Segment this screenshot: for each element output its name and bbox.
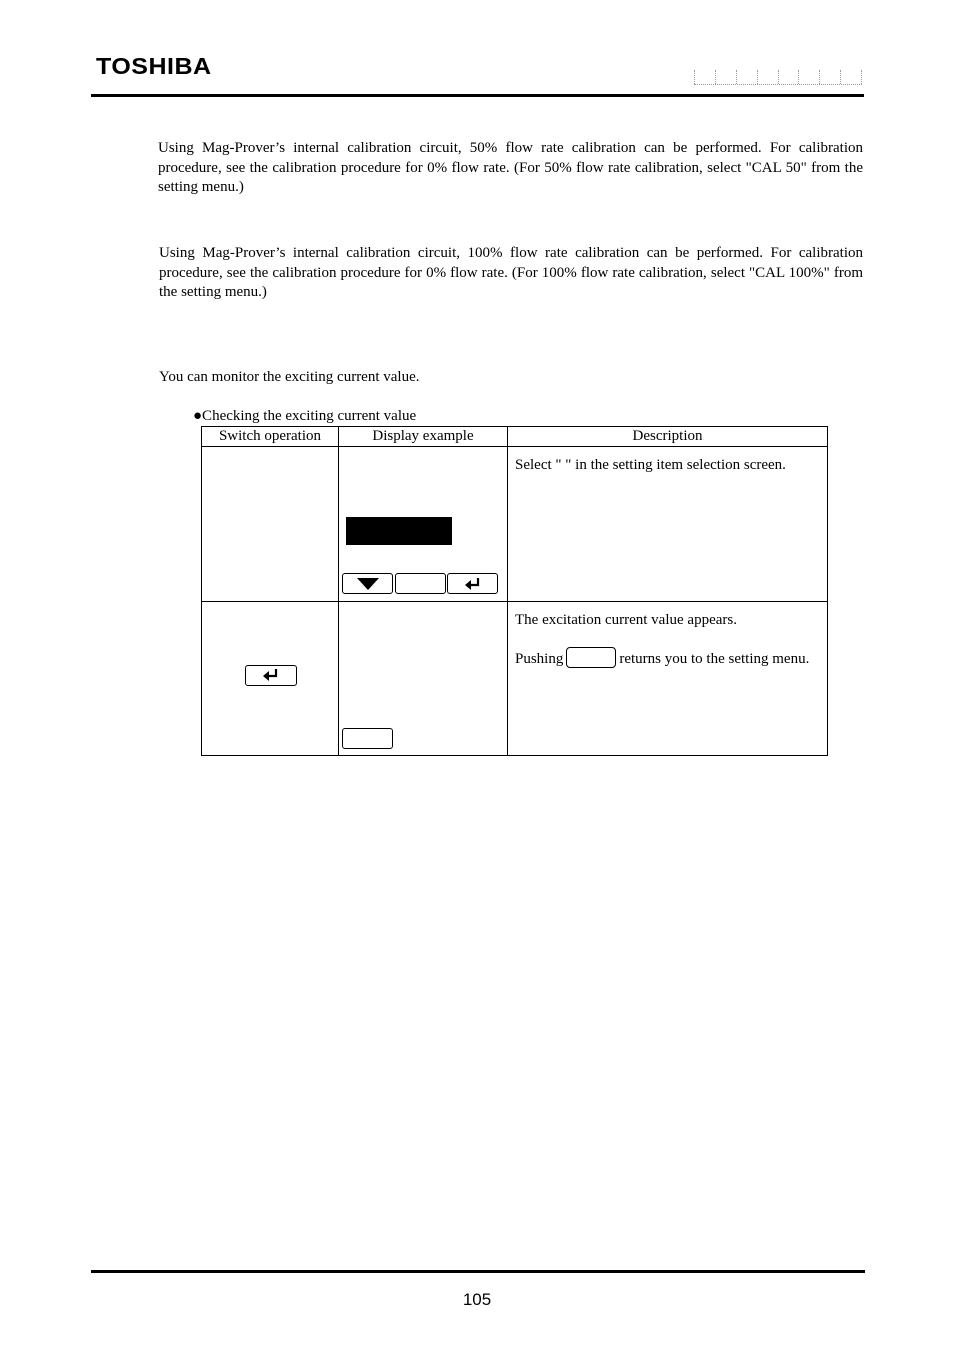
paragraph-monitor: You can monitor the exciting current value.	[159, 369, 420, 385]
down-key[interactable]	[342, 573, 393, 594]
paragraph-cal50: Using Mag-Prover’s internal calibration circuit, 50% flow rate calibration can be performed. For calibration procedure, see the calibration procedure for 0% flow rate. (For 50% flow rate calibration, select "CAL 50" from the setting menu.)	[158, 140, 863, 195]
switch-operation-cell	[202, 601, 339, 755]
footer-rule	[91, 1270, 865, 1273]
enter-arrow-icon	[262, 668, 280, 682]
procedure-table	[201, 426, 828, 756]
header-display-example: Display example	[339, 427, 508, 447]
table-row	[202, 447, 828, 601]
enter-arrow-icon	[464, 577, 482, 591]
header-rule	[91, 94, 864, 97]
enter-key[interactable]	[447, 573, 498, 594]
lcd-highlight-bar	[346, 517, 452, 545]
switch-operation-cell	[202, 447, 339, 601]
table-header-row	[202, 427, 828, 447]
document-code-boxes	[694, 70, 862, 85]
description-return-to-menu	[515, 647, 819, 669]
description-text-before-key: Pushing	[515, 650, 564, 667]
header-switch-operation: Switch operation	[202, 427, 339, 447]
blank-key-inline	[566, 647, 616, 668]
description-cell	[508, 601, 828, 755]
display-example-cell	[339, 601, 508, 755]
table-row	[202, 601, 828, 755]
subheading-checking-current: ●Checking the exciting current value	[193, 408, 417, 424]
description-cell	[508, 447, 828, 601]
blank-key[interactable]	[395, 573, 446, 594]
blank-key[interactable]	[342, 728, 393, 749]
description-select-item: Select " " in the setting item selection screen.	[515, 457, 786, 474]
page-number: 105	[462, 1290, 492, 1309]
display-example-cell	[339, 447, 508, 601]
paragraph-cal100: Using Mag-Prover’s internal calibration circuit, 100% flow rate calibration can be performed. For calibration procedure, see the calibration procedure for 0% flow rate. (For 100% flow rate calibration, select "CAL 100%" from the setting menu.)	[159, 245, 863, 300]
toshiba-logo: TOSHIBA	[96, 54, 212, 80]
description-text-after-key: returns you to the setting menu.	[619, 650, 810, 667]
enter-key[interactable]	[245, 665, 297, 686]
triangle-down-icon	[356, 577, 380, 591]
header-description: Description	[508, 427, 828, 447]
description-current-appears: The excitation current value appears.	[515, 611, 737, 628]
